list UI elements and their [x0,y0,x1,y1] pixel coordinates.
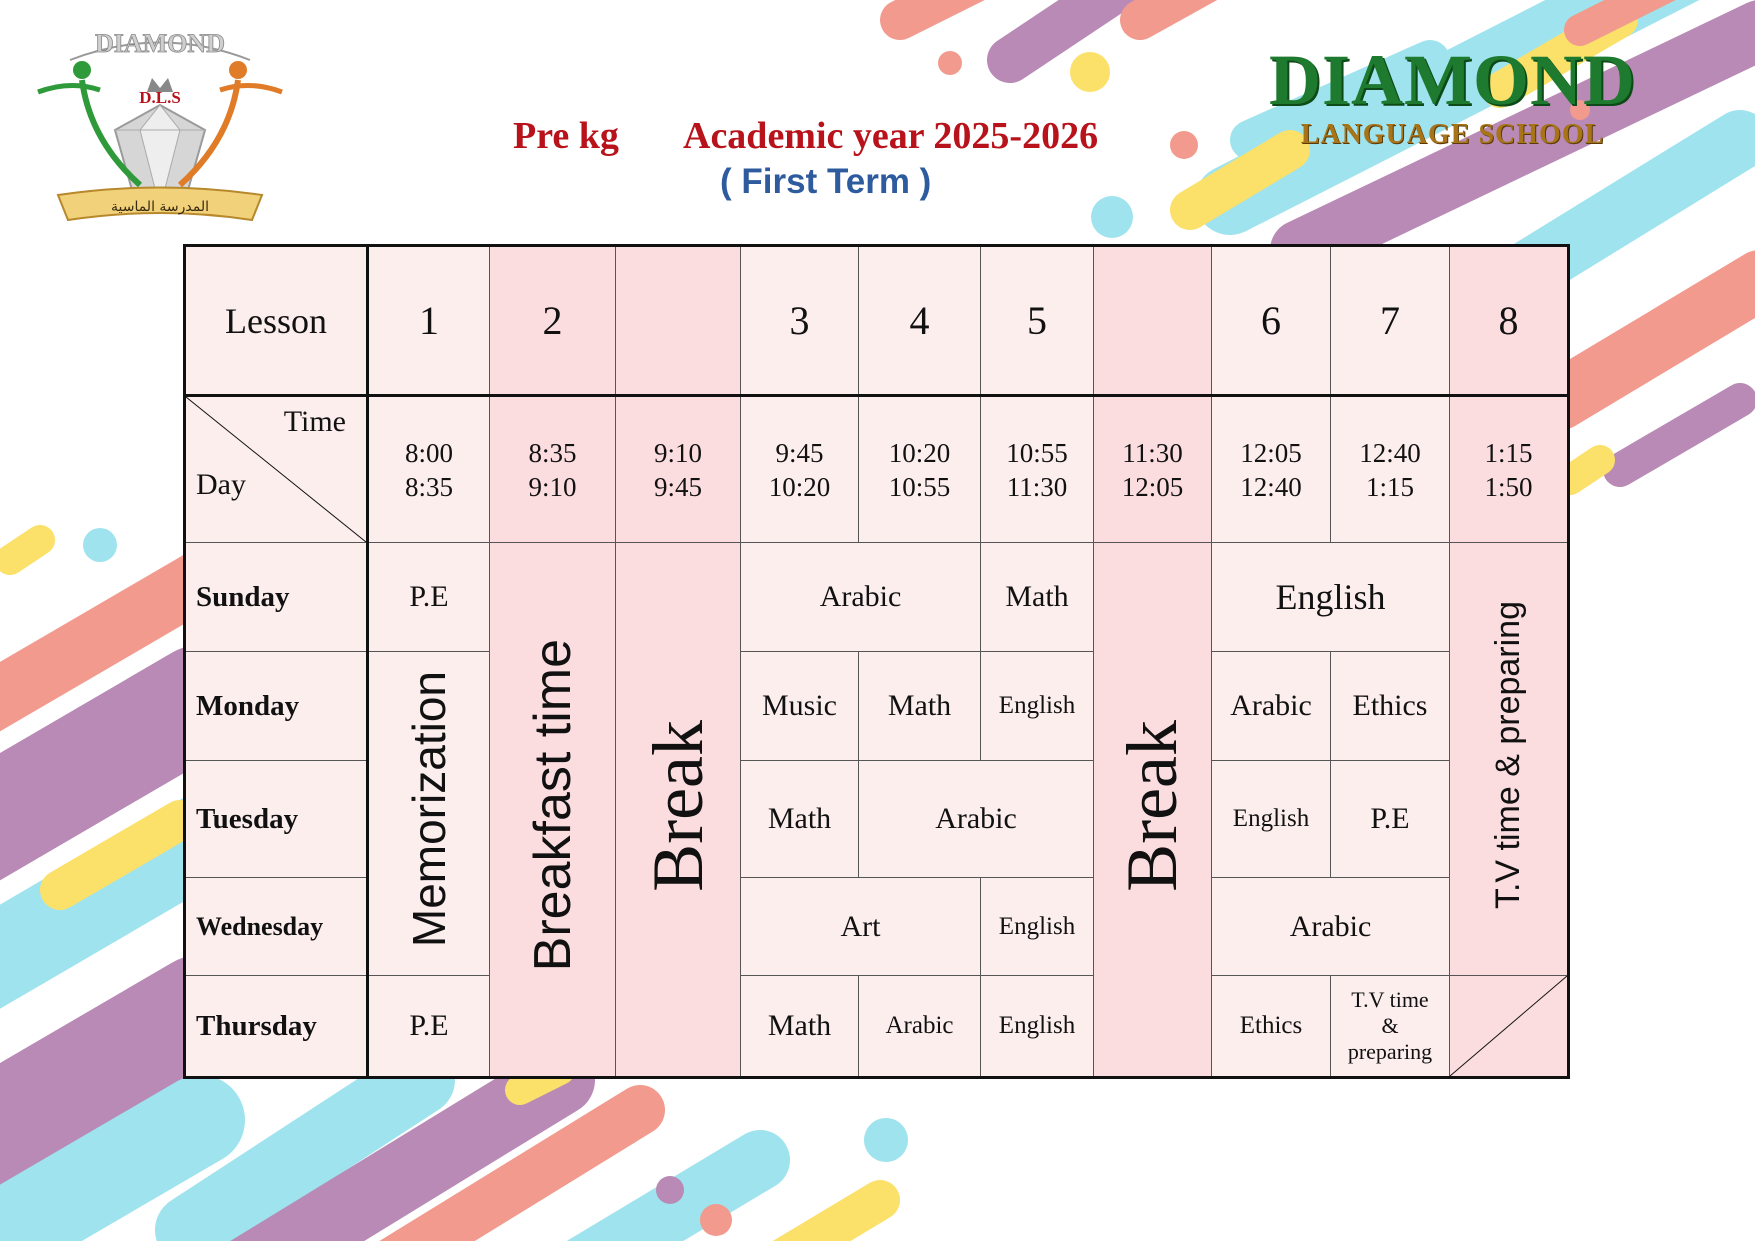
time-end: 11:30 [1006,471,1068,502]
time-start: 10:20 [888,437,951,468]
time-slot [1094,396,1212,543]
sunday-lesson-3-4: Arabic [741,543,981,652]
day-label-wednesday: Wednesday [185,878,368,976]
break-block-1 [616,543,741,1078]
time-day-corner [185,396,368,543]
tuesday-lesson-3: Math [741,761,859,878]
emblem-banner-text: المدرسة الماسية [110,199,210,215]
lesson-number: 4 [859,246,981,396]
day-row-thursday [185,976,1569,1078]
day-label-sunday: Sunday [185,543,368,652]
monday-lesson-4: Math [859,652,981,761]
lesson-number: 1 [368,246,490,396]
monday-lesson-7: Ethics [1331,652,1450,761]
time-start: 8:35 [528,437,577,468]
sunday-lesson-1: P.E [368,543,490,652]
lesson-label: Lesson [185,246,368,396]
tv-label: T.V time & preparing [1489,600,1527,910]
thursday-lesson-1: P.E [368,976,490,1078]
timetable [183,244,1570,1079]
tv-block [1450,543,1569,976]
time-label: Time [283,405,346,438]
term-title: ( First Term ) [720,162,932,201]
brand-subtitle: LANGUAGE SCHOOL [1300,119,1605,150]
day-row-sunday [185,543,1569,652]
thursday-lesson-8-empty [1450,976,1569,1078]
lesson-number: 8 [1450,246,1569,396]
time-start: 11:30 [1122,437,1183,468]
time-slot [1450,396,1569,543]
break-block-2 [1094,543,1212,1078]
brand-name: DIAMOND [1269,40,1636,120]
lesson-number: 6 [1212,246,1331,396]
time-end: 12:40 [1240,471,1302,502]
time-slot [368,396,490,543]
day-label-tuesday: Tuesday [185,761,368,878]
time-start: 8:00 [404,437,453,468]
tuesday-lesson-7: P.E [1331,761,1450,878]
time-end: 9:45 [653,471,702,502]
thursday-lesson-5: English [981,976,1094,1078]
tuesday-lesson-4-5: Arabic [859,761,1094,878]
time-end: 10:20 [768,471,831,502]
lesson-number: 3 [741,246,859,396]
lesson-number: 7 [1331,246,1450,396]
thursday-lesson-7 [1331,976,1450,1078]
time-start: 12:05 [1240,437,1302,468]
memorization-label: Memorization [403,671,455,948]
wednesday-lesson-6-7: Arabic [1212,878,1450,976]
tv-line-1: T.V time [1351,987,1429,1012]
time-end: 8:35 [404,471,453,502]
time-slot [859,396,981,543]
emblem-initials: D.L.S [139,88,181,107]
lesson-row [185,246,1569,396]
day-label-thursday: Thursday [185,976,368,1078]
breakfast-block [490,543,616,1078]
day-label: Day [196,468,246,501]
thursday-lesson-3: Math [741,976,859,1078]
lesson-number [616,246,741,396]
break-label: Break [637,719,718,892]
time-row [185,396,1569,543]
time-slot [1212,396,1331,543]
lesson-number [1094,246,1212,396]
grade-title: Pre kg [513,115,619,157]
time-slot [616,396,741,543]
thursday-lesson-4: Arabic [859,976,981,1078]
breakfast-label: Breakfast time [523,639,582,972]
time-start: 10:55 [1006,437,1068,468]
time-slot [741,396,859,543]
day-row-monday [185,652,1569,761]
diagonal-divider-icon [1450,976,1567,1076]
time-end: 1:50 [1484,471,1533,502]
time-end: 10:55 [888,471,951,502]
academic-year-title: Academic year 2025-2026 [683,115,1099,157]
lesson-number: 2 [490,246,616,396]
time-start: 9:45 [775,437,824,468]
monday-lesson-3: Music [741,652,859,761]
tv-line-2: & [1381,1013,1399,1038]
wednesday-lesson-5: English [981,878,1094,976]
time-slot [490,396,616,543]
time-start: 9:10 [653,437,702,468]
time-end: 12:05 [1121,471,1184,502]
monday-lesson-5: English [981,652,1094,761]
time-slot [981,396,1094,543]
time-slot [1331,396,1450,543]
memorization-block [368,652,490,976]
thursday-lesson-6: Ethics [1212,976,1331,1078]
sunday-lesson-5: Math [981,543,1094,652]
time-start: 1:15 [1484,437,1533,468]
wednesday-lesson-3-4: Art [741,878,981,976]
tv-line-3: preparing [1347,1039,1433,1064]
time-end: 1:15 [1365,471,1414,502]
page-title [0,108,1755,201]
sunday-lesson-6-7: English [1212,543,1450,652]
lesson-number: 5 [981,246,1094,396]
tuesday-lesson-6: English [1212,761,1331,878]
monday-lesson-6: Arabic [1212,652,1331,761]
time-start: 12:40 [1359,437,1421,468]
emblem-arc-text: DIAMOND [95,30,225,58]
day-label-monday: Monday [185,652,368,761]
time-end: 9:10 [528,471,577,502]
break-label: Break [1112,719,1192,892]
